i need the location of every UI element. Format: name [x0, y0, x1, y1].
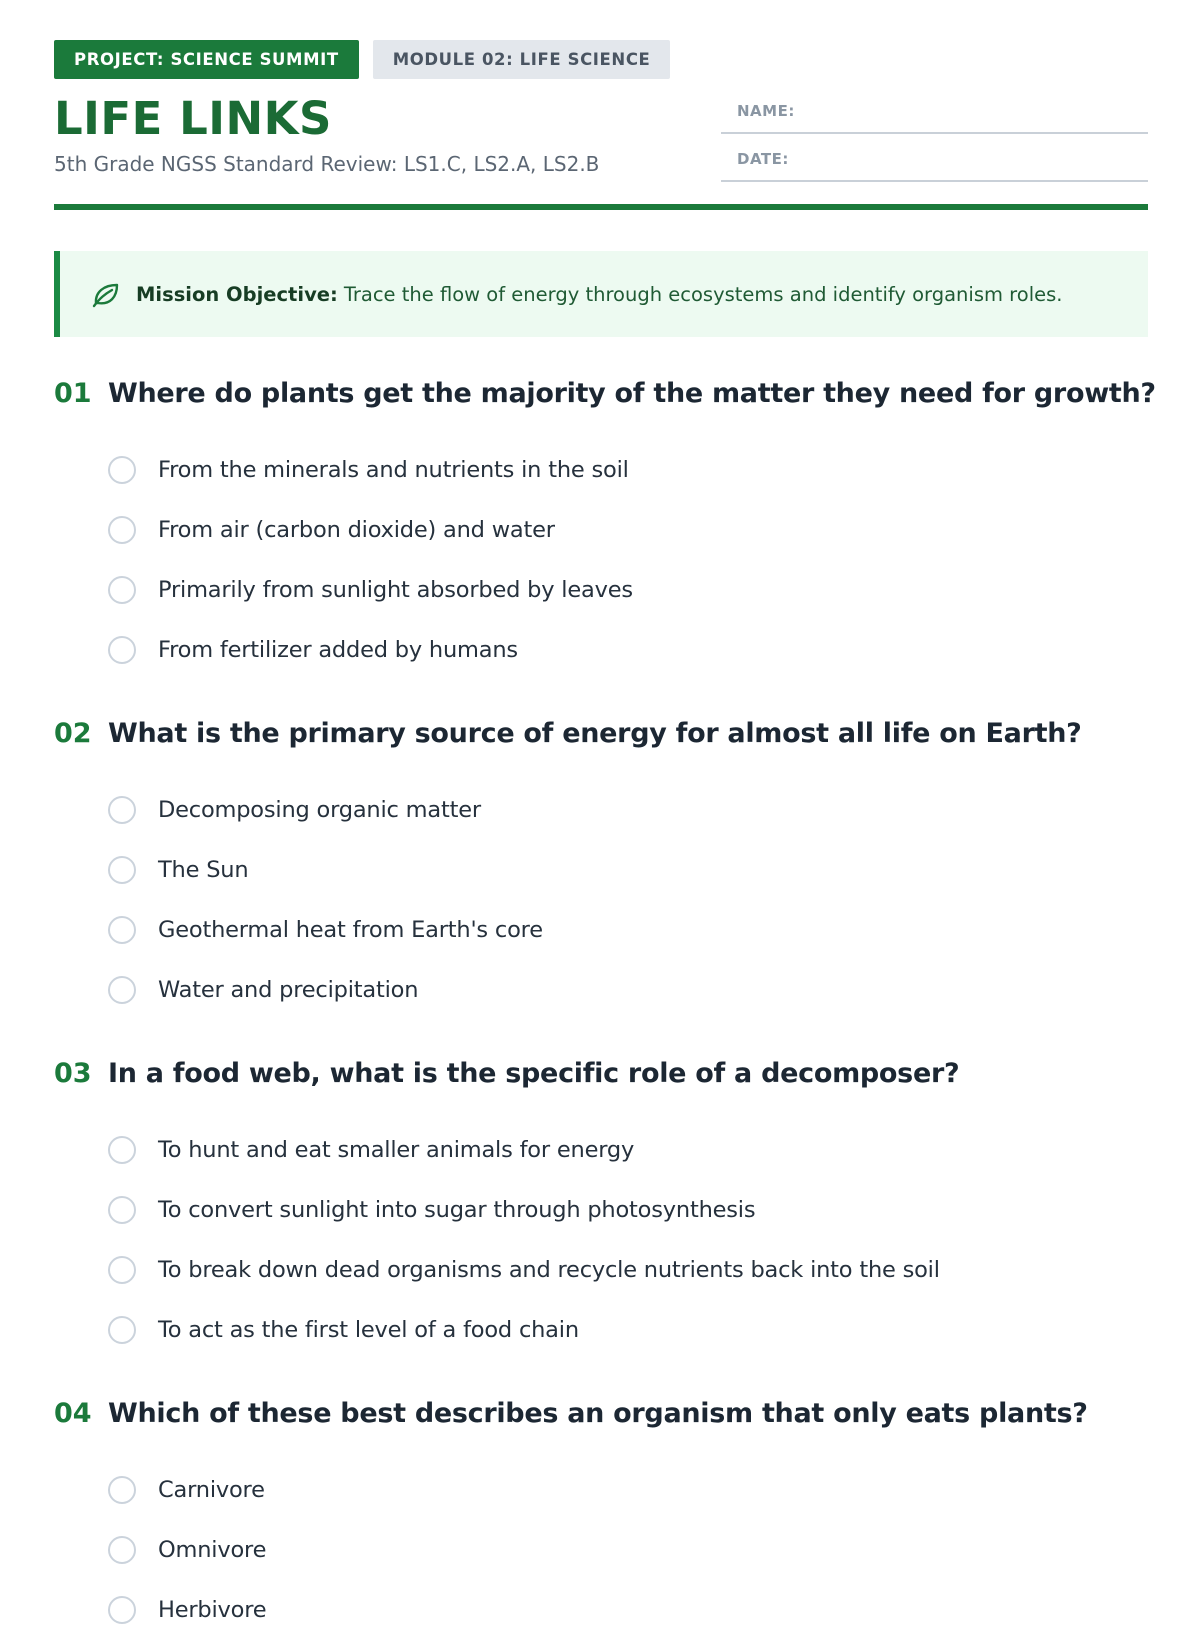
answer-option-text: Omnivore [158, 1537, 267, 1563]
answer-option[interactable] [108, 620, 1148, 680]
mission-objective-label: Mission Objective: [136, 282, 338, 306]
answer-option[interactable] [108, 1460, 1148, 1520]
answer-option-text: The Sun [158, 857, 249, 883]
radio-button[interactable] [108, 916, 136, 944]
student-fields [721, 92, 1148, 188]
answer-option-text: Decomposing organic matter [158, 797, 481, 823]
leaf-icon [90, 278, 122, 310]
question-heading [54, 378, 1156, 418]
radio-button[interactable] [108, 1596, 136, 1624]
radio-button[interactable] [108, 456, 136, 484]
name-field[interactable] [721, 92, 1148, 134]
answer-option[interactable] [108, 1580, 1148, 1640]
question-03 [54, 1058, 1148, 1360]
radio-button[interactable] [108, 1476, 136, 1504]
answer-option[interactable] [108, 500, 1148, 560]
answer-option[interactable] [108, 1300, 1148, 1360]
module-tag: MODULE 02: LIFE SCIENCE [373, 40, 671, 79]
answer-option[interactable] [108, 560, 1148, 620]
question-heading [54, 718, 1148, 758]
radio-button[interactable] [108, 576, 136, 604]
question-heading [54, 1058, 1148, 1098]
answer-options [54, 780, 1148, 1020]
answer-option-text: To act as the first level of a food chain [158, 1317, 579, 1343]
question-01 [54, 378, 1156, 680]
answer-option-text: Primarily from sunlight absorbed by leaves [158, 577, 633, 603]
header-divider [54, 204, 1148, 210]
worksheet-header [54, 40, 1148, 210]
answer-option[interactable] [108, 780, 1148, 840]
answer-option[interactable] [108, 1120, 1148, 1180]
answer-option-text: Geothermal heat from Earth's core [158, 917, 543, 943]
radio-button[interactable] [108, 516, 136, 544]
radio-button[interactable] [108, 1196, 136, 1224]
date-field[interactable] [721, 140, 1148, 182]
radio-button[interactable] [108, 1256, 136, 1284]
name-field-label: NAME: [737, 102, 795, 120]
question-number: 02 [54, 718, 92, 749]
radio-button[interactable] [108, 976, 136, 1004]
question-04 [54, 1398, 1148, 1640]
answer-options [54, 1460, 1148, 1640]
answer-option-text: To convert sunlight into sugar through photosynthesis [158, 1197, 756, 1223]
answer-option-text: Herbivore [158, 1597, 267, 1623]
radio-button[interactable] [108, 1316, 136, 1344]
radio-button[interactable] [108, 796, 136, 824]
answer-option[interactable] [108, 440, 1148, 500]
question-02 [54, 718, 1148, 1020]
answer-option[interactable] [108, 1520, 1148, 1580]
question-text: Where do plants get the majority of the matter they need for growth? [108, 378, 1156, 409]
question-heading [54, 1398, 1148, 1438]
answer-option-text: From air (carbon dioxide) and water [158, 517, 555, 543]
page-subtitle: 5th Grade NGSS Standard Review: LS1.C, LS2.A, LS2.B [54, 152, 600, 176]
radio-button[interactable] [108, 1536, 136, 1564]
answer-option[interactable] [108, 840, 1148, 900]
question-number: 04 [54, 1398, 92, 1429]
answer-options [54, 1120, 1148, 1360]
mission-objective-body: Trace the flow of energy through ecosystems and identify organism roles. [343, 282, 1063, 306]
header-tags [54, 40, 1148, 79]
answer-option-text: To hunt and eat smaller animals for energy [158, 1137, 635, 1163]
answer-option-text: Water and precipitation [158, 977, 419, 1003]
mission-objective-box [54, 251, 1148, 337]
radio-button[interactable] [108, 1136, 136, 1164]
radio-button[interactable] [108, 856, 136, 884]
answer-option[interactable] [108, 1240, 1148, 1300]
date-field-label: DATE: [737, 150, 789, 168]
mission-objective-text [136, 283, 1062, 306]
answer-option[interactable] [108, 1180, 1148, 1240]
radio-button[interactable] [108, 636, 136, 664]
page-title: LIFE LINKS [54, 92, 332, 145]
answer-option-text: From fertilizer added by humans [158, 637, 518, 663]
answer-option[interactable] [108, 900, 1148, 960]
answer-option-text: Carnivore [158, 1477, 265, 1503]
project-tag: PROJECT: SCIENCE SUMMIT [54, 40, 359, 79]
answer-option-text: From the minerals and nutrients in the soil [158, 457, 629, 483]
question-text: What is the primary source of energy for almost all life on Earth? [108, 718, 1082, 749]
question-text: Which of these best describes an organism that only eats plants? [108, 1398, 1088, 1429]
question-text: In a food web, what is the specific role of a decomposer? [108, 1058, 960, 1089]
question-number: 03 [54, 1058, 92, 1089]
answer-option[interactable] [108, 960, 1148, 1020]
answer-options [54, 440, 1148, 680]
answer-option-text: To break down dead organisms and recycle nutrients back into the soil [158, 1257, 940, 1283]
question-number: 01 [54, 378, 92, 409]
